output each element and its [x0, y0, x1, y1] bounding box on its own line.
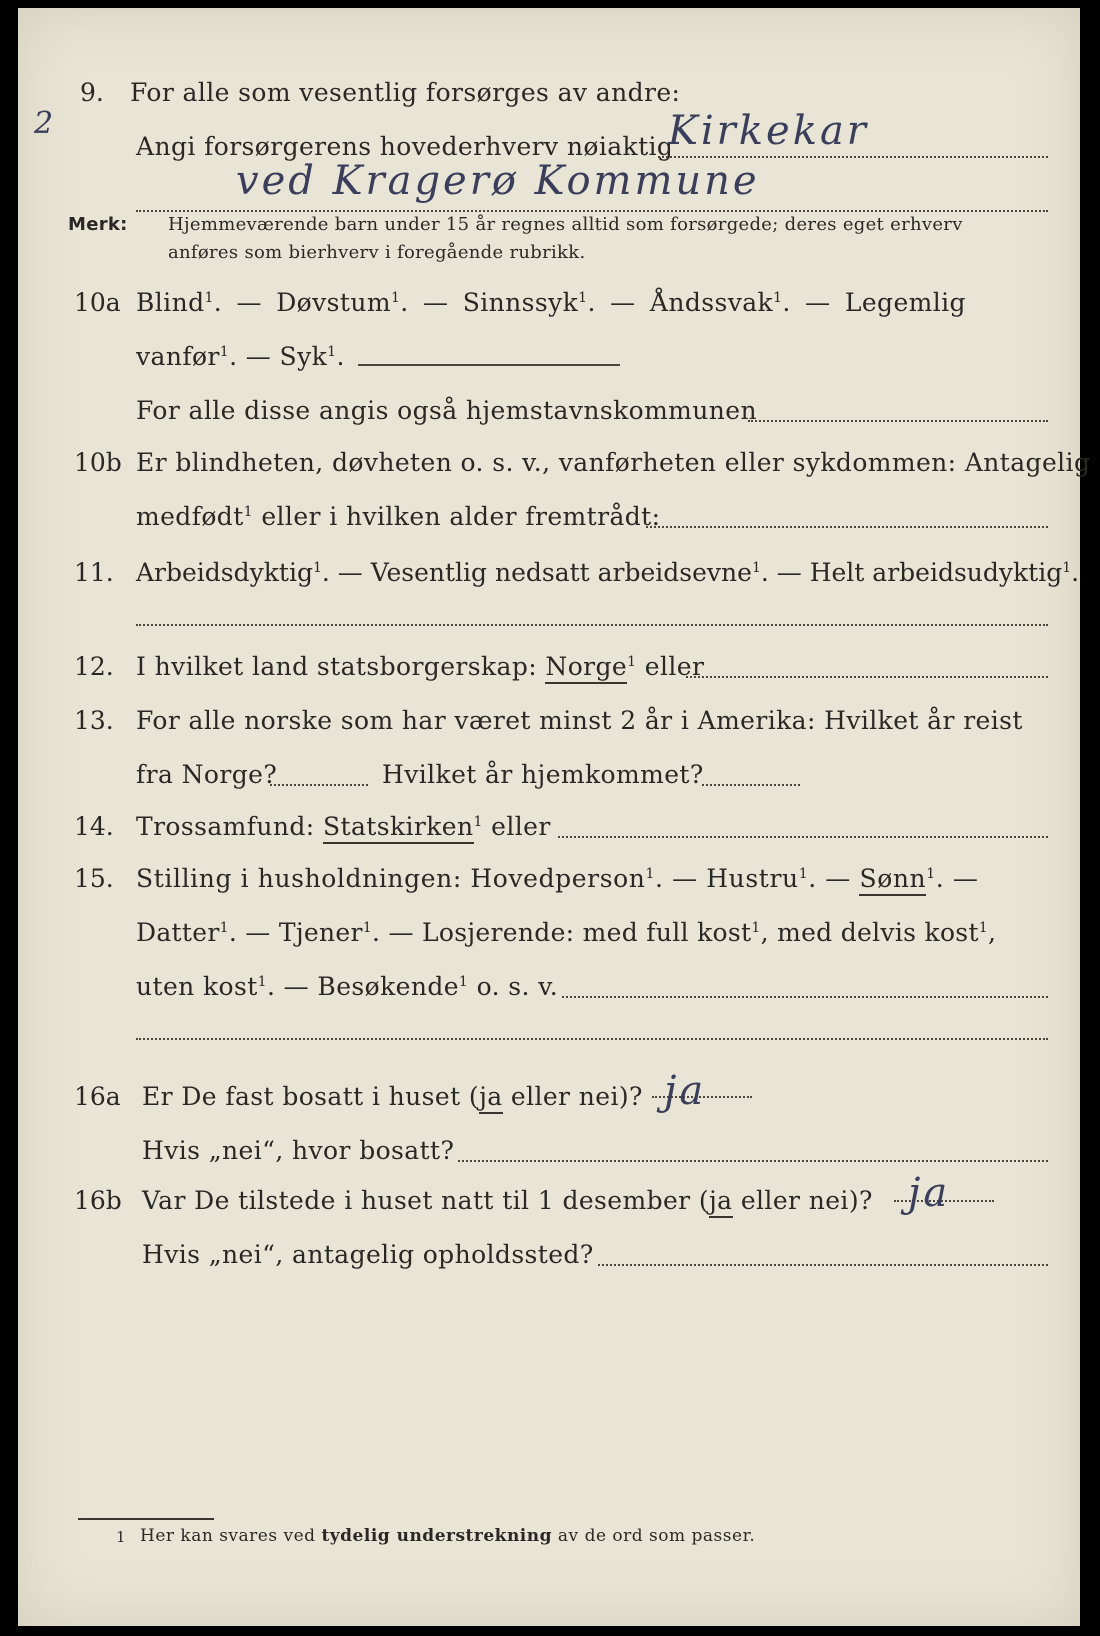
q15-answer-line-1 — [562, 996, 1048, 998]
q10a-number: 10a — [74, 288, 121, 317]
q9-handwritten-answer-2: ved Kragerø Kommune — [236, 158, 760, 204]
q15-answer-sonn: Sønn — [859, 864, 926, 896]
q9-line1: For alle som vesentlig forsørges av andre: — [130, 78, 681, 107]
q9-line2: Angi forsørgerens hovederhverv nøiaktig — [136, 132, 674, 161]
q10a-line3: For alle disse angis også hjemstavnskommunen — [136, 396, 757, 425]
q14-answer-line — [558, 836, 1048, 838]
q12-text: I hvilket land statsborgerskap: Norge$^1$ eller — [136, 652, 704, 681]
q13-line2a: fra Norge? — [136, 760, 278, 789]
q12-number: 12. — [74, 652, 114, 681]
q14-text: Trossamfund: Statskirken$^1$ eller — [136, 812, 551, 841]
q16a-number: 16a — [74, 1082, 121, 1111]
q13-departure-year-line — [270, 784, 368, 786]
footnote-mark: 1 — [116, 1528, 126, 1546]
q10b-answer-line — [646, 526, 1048, 528]
q15-answer-line-2 — [136, 1038, 1048, 1040]
q16b-answer-ja: ja — [709, 1186, 732, 1218]
q16a-residence-line — [458, 1160, 1048, 1162]
merk-line1: Hjemmeværende barn under 15 år regnes alltid som forsørgede; deres eget erhverv — [168, 214, 963, 235]
q16a-handwritten-answer: ja — [664, 1068, 707, 1114]
q10b-line2: medfødt$^1$ eller i hvilken alder fremtrådt: — [136, 502, 661, 531]
q10b-line1: Er blindheten, døvheten o. s. v., vanførheten eller sykdommen: Antagelig — [136, 448, 1091, 477]
q10a-sick-line — [358, 364, 620, 366]
q15-line2: Datter$^1$. — Tjener$^1$. — Losjerende: med full kost$^1$, med delvis kost$^1$, — [136, 918, 997, 947]
q11-answer-line — [136, 624, 1048, 626]
q16a-answer-ja: ja — [479, 1082, 502, 1114]
q10a-line1: Blind$^1$. — Døvstum$^1$. — Sinnssyk$^1$. — Åndssvak$^1$. — Legemlig — [136, 288, 966, 317]
q16a-line2: Hvis „nei“, hvor bosatt? — [142, 1136, 455, 1165]
q11-number: 11. — [74, 558, 114, 587]
q16b-handwritten-answer: ja — [908, 1170, 951, 1216]
q11-text: Arbeidsdyktig$^1$. — Vesentlig nedsatt arbeidsevne$^1$. — Helt arbeidsudyktig$^1$. — [136, 558, 1080, 587]
q13-line1: For alle norske som har været minst 2 år i Amerika: Hvilket år reist — [136, 706, 1023, 735]
q14-answer-statskirken: Statskirken — [323, 812, 474, 844]
q9-number: 9. — [80, 78, 104, 107]
merk-line2: anføres som bierhverv i foregående rubrikk. — [168, 242, 586, 263]
q16b-line1: Var De tilstede i huset natt til 1 desember (ja eller nei)? — [142, 1186, 873, 1215]
q10b-number: 10b — [74, 448, 122, 477]
q16a-line1: Er De fast bosatt i huset (ja eller nei)? — [142, 1082, 643, 1111]
q15-number: 15. — [74, 864, 114, 893]
q13-line2b: Hvilket år hjemkommet? — [382, 760, 704, 789]
q16b-number: 16b — [74, 1186, 122, 1215]
footnote-text: Her kan svares ved tydelig understrekning av de ord som passer. — [140, 1526, 756, 1546]
q16b-line2: Hvis „nei“, antagelig opholdssted? — [142, 1240, 594, 1269]
q14-number: 14. — [74, 812, 114, 841]
q9-handwritten-answer-1: Kirkekar — [668, 108, 869, 154]
q12-answer-line — [686, 676, 1048, 678]
census-form-page — [18, 8, 1091, 1626]
q16b-whereabouts-line — [598, 1264, 1048, 1266]
q13-number: 13. — [74, 706, 114, 735]
q10a-line2: vanfør$^1$. — Syk$^1$. — [136, 342, 345, 371]
margin-mark: 2 — [34, 106, 57, 141]
q15-line3: uten kost$^1$. — Besøkende$^1$ o. s. v. — [136, 972, 559, 1001]
q9-answer-line-2 — [136, 210, 1048, 212]
footnote-rule — [78, 1518, 214, 1520]
q10a-home-municipality-line — [748, 420, 1048, 422]
q12-answer-norge: Norge — [545, 652, 627, 684]
q13-return-year-line — [702, 784, 800, 786]
q15-line1: Stilling i husholdningen: Hovedperson$^1$. — Hustru$^1$. — Sønn$^1$. — — [136, 864, 978, 893]
merk-label: Merk: — [68, 214, 128, 235]
